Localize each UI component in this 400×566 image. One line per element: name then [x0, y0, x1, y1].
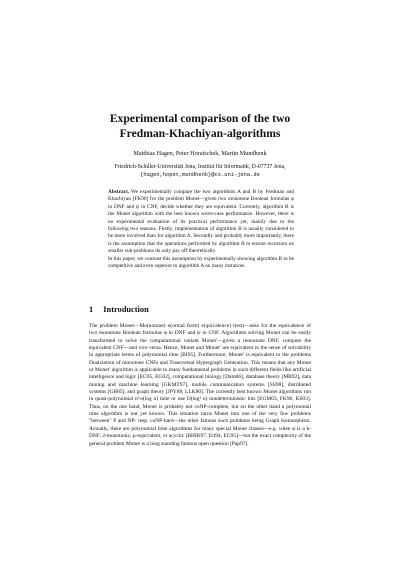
section-number: 1	[89, 305, 94, 314]
abstract-text: We experimentally compare the two algorithms A and B by Fredman and Khachiyan [FK96] for the problem Monet—given two monotone Boolean formulas φ in DNF and ψ in CNF, decide whether they are equivalent. Currently, algorithm B is the Monet algorithm with the best known worst-case performance. However, there is no experimental evaluation of its practical performance yet, mainly due to the following two reasons. Firstly, implementation of algorithm B is usually considered to be more involved than for algorithm A. Secondly and probably more importantly, there is the assumption that the operations performed by algorithm B to ensure recursion on smaller sub-problems do only pay off theoretically.	[108, 189, 295, 255]
abstract	[108, 189, 294, 270]
paper-title-line: Fredman-Khachiyan-algorithms	[119, 127, 281, 140]
abstract-label: Abstract.	[108, 189, 130, 195]
author-emails: {hagen,hopet,mundhenk}@cs.uni-jena.de	[140, 172, 260, 178]
introduction-body	[89, 323, 311, 448]
paper-authors: Matthias Hagen, Peter Horatschek, Martin Mundhenk	[133, 150, 267, 157]
section-heading	[89, 305, 149, 314]
introduction-paragraph: The problem Monet—Mo(notone) n(ormal form) e(quivalence) t(est)—asks for the equivalence of two monotone Boolean formulas φ in DNF and ψ in CNF. Algorithms solving Monet can be easily transformed to solve the computational variant Monet′—given a monotone DNF, compute the equivalent CNF—and vice versa. Hence, Monet and Monet′ are equivalent in the sense of solvability in appropriate terms of polynomial time [BI95]. Furthermore, Monet′ is equivalent to the problems Dualization of monotone CNFs and Transversal Hypergraph Generation. This means that any Monet or Monet′ algorithm is applicable to many fundamental problems in such different fields like artificial intelligence and logic [EG95, EG02], computational biology [Dam06], database theory [MR92], data mining and machine learning [GKMT97], mobile communication systems [SS98], distributed systems [GB85], and graph theory [JPY88, LLK80]. The currently best known Monet algorithms run in quasi-polynomial n^o(log n) time or use O(log² n) nondeterministic bits [EGM03, FK96, KS03]. Thus, on the one hand, Monet is probably not coNP-complete, but on the other hand a polynomial time algorithm is not yet known. This situation turns Monet into one of the very few problems "between" P and NP- resp. coNP-hard—the other famous such problems being Graph Isomorphism. Actually, there are polynomial time algorithms for many special Monet classes—e.g. when φ is a k-DNF, 2-monotonic, μ-equivalent, or acyclic [BHIK97, Eit94, EG95]—but the exact complexity of the general problem Monet is a long standing famous open question [Pap97].	[89, 323, 311, 447]
abstract-paragraph-2: In this paper, we contrast this assumption by experimentally showing algorithm B to be competitive and even superior to algorithm A on many instances.	[108, 255, 294, 270]
abstract-paragraph	[108, 189, 294, 256]
affiliation-text: Friedrich-Schiller-Universität Jena, Institut für Informatik, D-07737 Jena,	[114, 164, 286, 170]
paper-title-line: Experimental comparison of the two	[109, 112, 291, 125]
paper-affiliation	[40, 163, 360, 179]
paper-title	[60, 111, 340, 141]
section-title: Introduction	[103, 305, 149, 314]
